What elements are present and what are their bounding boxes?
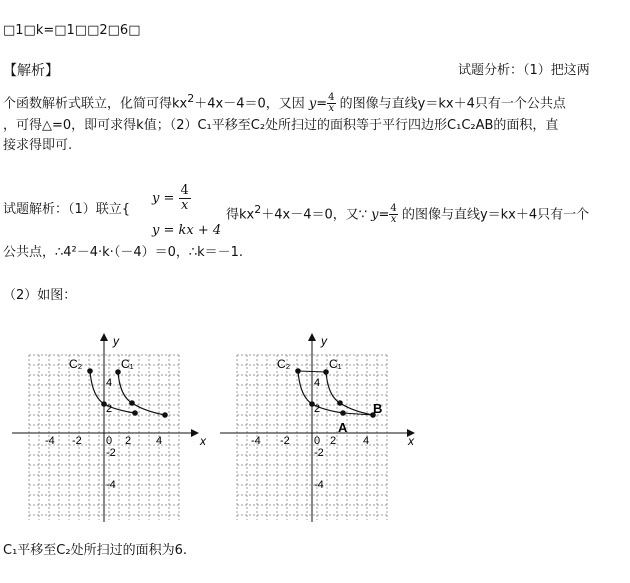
solution-line-1: [226, 202, 589, 225]
conclusion: C₁平移至C₂处所扫过的面积为6.: [3, 543, 187, 558]
sys-top-num: 4: [180, 183, 189, 198]
point-left-6: [162, 412, 168, 418]
analysis-line-4: 接求得即可.: [3, 138, 73, 153]
point-right-5: [337, 400, 343, 406]
solution-fraction: [389, 204, 397, 225]
y-tick-right-3: -2: [314, 447, 324, 459]
y-tick-left-1: 4: [106, 377, 113, 389]
point-right-1: [295, 368, 301, 374]
x-tick-left-3: 0: [106, 435, 113, 447]
x-tick-left-4: 2: [125, 435, 132, 447]
system-bottom-equation: y = kx + 4: [152, 223, 222, 238]
point-left-4: [115, 369, 121, 375]
y-tick-left-4: -4: [106, 479, 116, 491]
point-label-a: A: [338, 420, 348, 435]
solution-part2: （2）如图：: [3, 288, 77, 303]
curve-c1-left: [118, 372, 165, 415]
solution-frac-den: x: [390, 214, 397, 226]
point-label-b: B: [373, 401, 383, 416]
graph-left: [0, 330, 215, 530]
curve-c2-left: [90, 371, 135, 413]
analysis-sup: 2: [187, 92, 195, 105]
y-tick-left-3: -2: [106, 447, 116, 459]
solution-frac-num: 4: [390, 203, 397, 215]
y-axis-label-left: y: [113, 334, 119, 348]
analysis-line-2: [3, 91, 566, 114]
y-tick-right-2: 2: [314, 403, 321, 415]
analysis-text-b: ＋4x－4＝0，又因: [194, 96, 305, 112]
analysis-eq-y: y: [308, 96, 317, 112]
analysis-fraction: [327, 93, 335, 114]
point-right-3: [340, 410, 346, 416]
x-tick-right-3: 0: [314, 435, 321, 447]
sys-top-eq: =: [163, 191, 175, 206]
x-tick-left-1: -4: [45, 435, 55, 447]
point-left-1: [87, 368, 93, 374]
x-tick-right-4: 2: [330, 435, 337, 447]
x-tick-right-1: -4: [251, 435, 261, 447]
header-line: □1□k=□1□□2□6□: [3, 23, 141, 38]
solution-text-a: 得kx: [226, 207, 255, 223]
x-axis-label-left: x: [200, 434, 206, 448]
segment-c1-c2-top: [298, 371, 326, 372]
x-tick-right-5: 4: [363, 435, 370, 447]
analysis-text-c: 的图像与直线y＝kx＋4只有一个公共点: [339, 96, 566, 112]
system-top-equation: [152, 184, 191, 213]
analysis-text-a: 个函数解析式联立，化简可得kx: [3, 96, 188, 112]
solution-eq-equals: =: [378, 207, 390, 223]
solution-label: 试题解析：（1）联立{: [3, 202, 131, 217]
graph-right: [218, 330, 433, 530]
curve-c2-right: [298, 371, 343, 413]
y-tick-right-1: 4: [314, 377, 321, 389]
x-tick-left-5: 4: [156, 435, 163, 447]
x-tick-left-2: -2: [72, 435, 82, 447]
point-left-5: [129, 400, 135, 406]
x-tick-right-2: -2: [280, 435, 290, 447]
y-tick-right-4: -4: [314, 479, 324, 491]
analysis-frac-num: 4: [328, 92, 335, 104]
y-axis-label-right: y: [321, 334, 327, 348]
solution-sup: 2: [254, 203, 262, 216]
point-left-3: [132, 410, 138, 416]
solution-line-2: 公共点，∴4²－4·k·（－4）＝0，∴k＝－1.: [3, 245, 244, 260]
solution-text-c: 的图像与直线y＝kx＋4只有一个: [401, 207, 590, 223]
solution-eq-y: y: [371, 207, 379, 223]
sys-top-fraction: [179, 184, 191, 213]
x-axis-label-right: x: [408, 434, 414, 448]
curve-label-c2-left: C₂: [69, 357, 83, 371]
analysis-eq-equals: =: [316, 96, 328, 112]
analysis-frac-den: x: [328, 103, 335, 115]
analysis-line-3: ，可得△=0，即可求得k值；（2）C₁平移至C₂处所扫过的面积等于平行四边形C₁C₂AB的面积，直: [3, 118, 559, 133]
curve-label-c1-left: C₁: [121, 357, 134, 371]
jiexi-label: 【解析】: [3, 63, 59, 79]
sys-top-lhs: y: [152, 191, 160, 206]
curve-label-c1-right: C₁: [329, 357, 342, 371]
curve-c1-right: [326, 372, 373, 415]
curve-label-c2-right: C₂: [277, 357, 291, 371]
y-tick-left-2: 2: [106, 403, 113, 415]
solution-text-b: ＋4x－4＝0，又∵: [261, 207, 368, 223]
point-right-4: [323, 369, 329, 375]
sys-top-den: x: [181, 198, 189, 213]
analysis-label: 试题分析：（1）把这两: [458, 63, 590, 78]
